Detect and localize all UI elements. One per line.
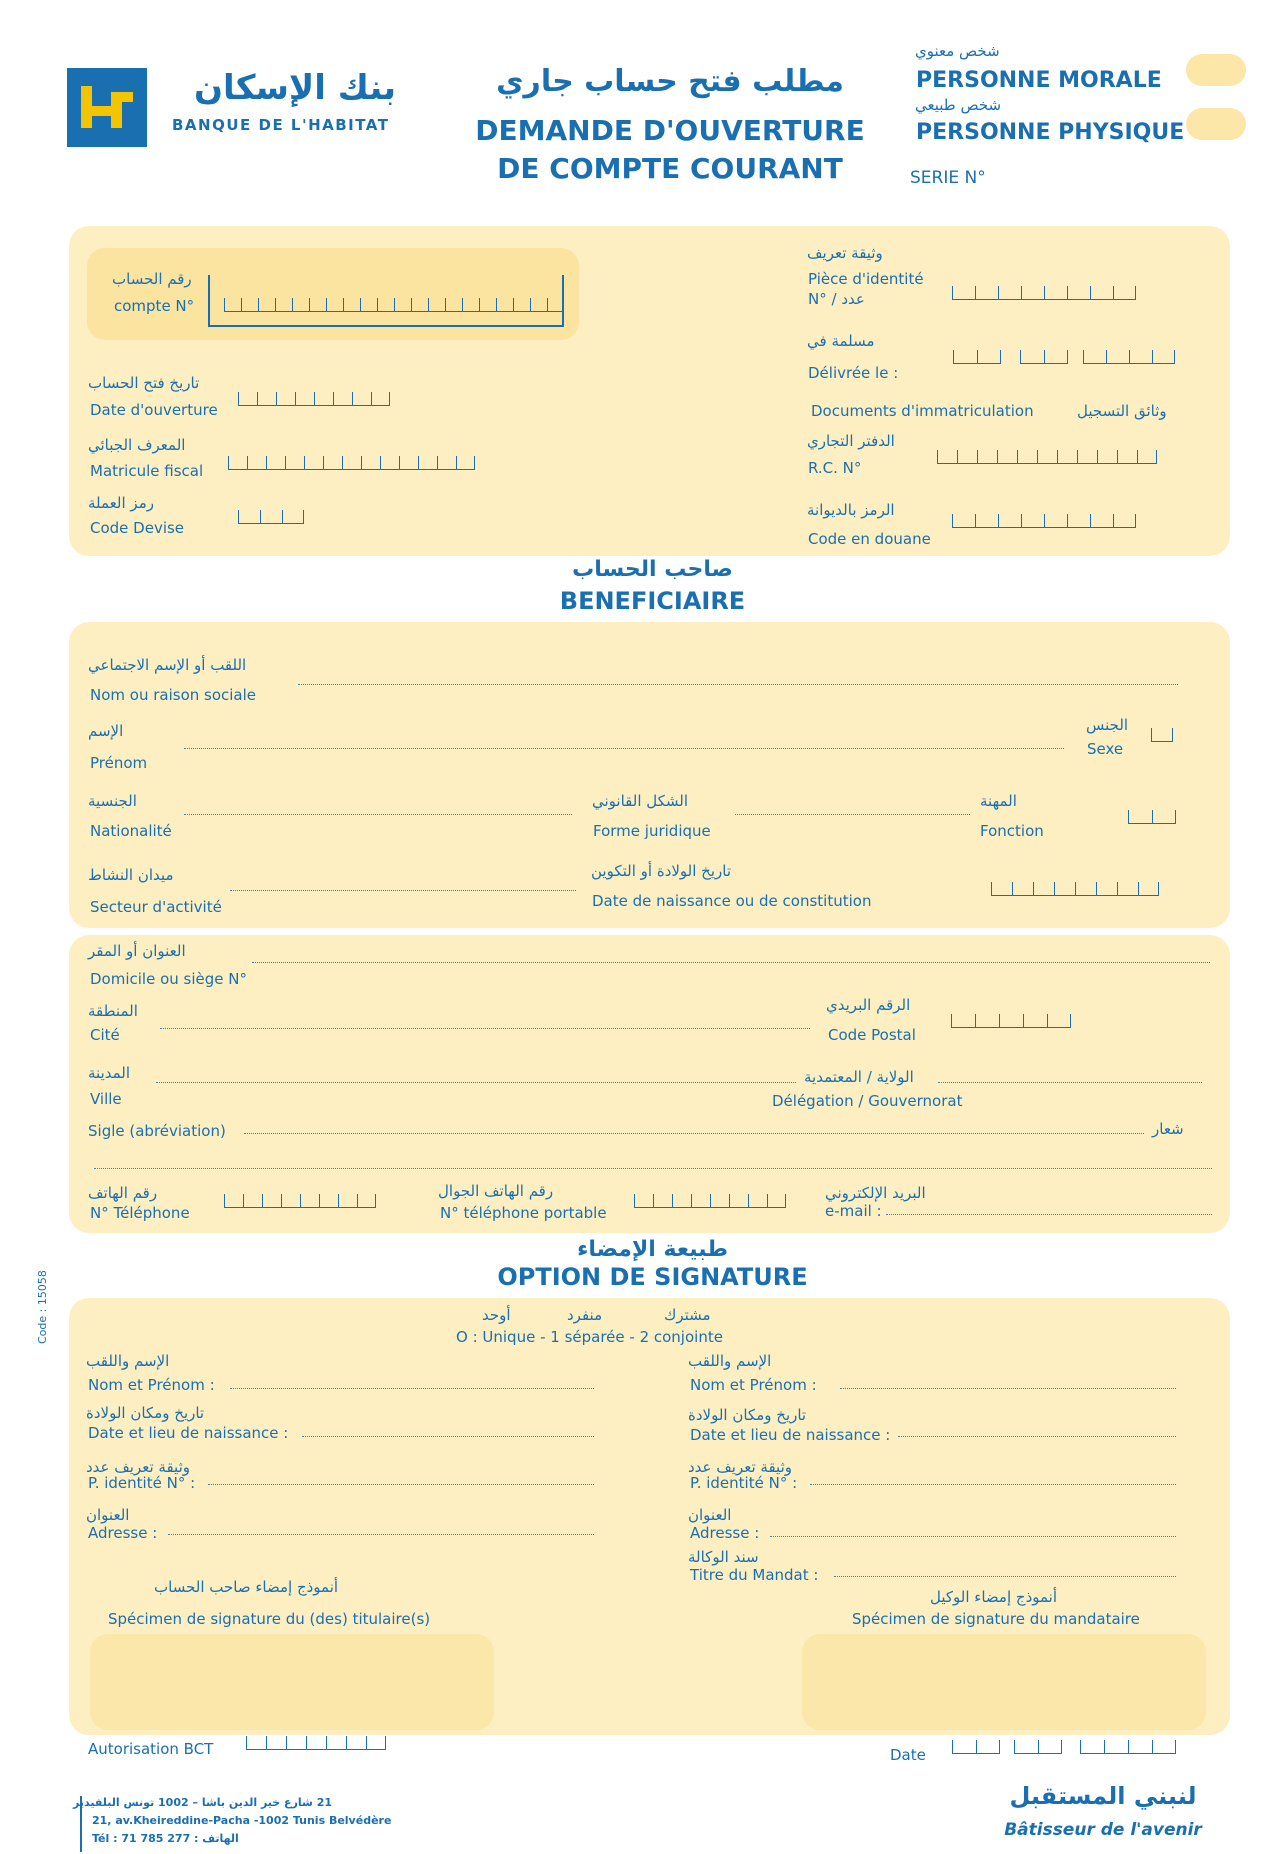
prenom-input[interactable] [184, 748, 1064, 749]
cite-input[interactable] [160, 1028, 810, 1029]
right-nom-ar: الإسم واللقب [688, 1352, 772, 1370]
physique-checkbox[interactable] [1186, 108, 1246, 140]
tel-input[interactable] [224, 1194, 376, 1208]
physique-ar: شخص طبيعي [915, 96, 1002, 114]
spec-tit-ar: أنموذج إمضاء صاحب الحساب [154, 1578, 339, 1596]
docs-ar: وثائق التسجيل [1077, 402, 1167, 420]
piece-no: N° / عدد [808, 290, 865, 308]
right-adr-fr: Adresse : [690, 1524, 760, 1542]
spec-tit-fr: Spécimen de signature du (des) titulaire(s) [108, 1610, 431, 1628]
delivree-fr: Délivrée le : [808, 364, 899, 382]
bank-name-ar: بنك الإسكان [193, 68, 397, 108]
signature-heading-fr: OPTION DE SIGNATURE [497, 1263, 808, 1291]
date-month[interactable] [1014, 1740, 1062, 1754]
bct-label: Autorisation BCT [88, 1740, 214, 1758]
date-label: Date [890, 1746, 926, 1764]
serie-number: SERIE N° [910, 168, 986, 188]
cp-ar: الرقم البريدي [826, 996, 911, 1014]
cite-fr: Cité [90, 1026, 120, 1044]
phone: Tél : 71 785 277 : الهاتف [92, 1832, 239, 1845]
douane-input[interactable] [952, 514, 1136, 528]
ville-ar: المدينة [88, 1064, 131, 1082]
left-nom-ar: الإسم واللقب [86, 1352, 170, 1370]
delivree-ar: مسلمة في [807, 332, 875, 350]
slogan-ar: لنبني المستقبل [1009, 1782, 1197, 1810]
left-naiss-ar: تاريخ ومكان الولادة [86, 1404, 205, 1422]
rc-input[interactable] [937, 450, 1157, 464]
devise-input[interactable] [238, 510, 304, 524]
right-adr-input[interactable] [770, 1536, 1176, 1537]
nationalite-fr: Nationalité [90, 822, 172, 840]
naissance-fr: Date de naissance ou de constitution [592, 892, 872, 910]
left-adr-input[interactable] [168, 1534, 594, 1535]
date-ouverture-ar: تاريخ فتح الحساب [88, 374, 200, 392]
prenom-ar: الإسم [88, 722, 124, 740]
rc-ar: الدفتر التجاري [807, 432, 895, 450]
nom-fr: Nom ou raison sociale [90, 686, 257, 704]
ville-input[interactable] [156, 1082, 796, 1083]
gsm-ar: رقم الهاتف الجوال [438, 1182, 554, 1200]
bank-name-fr: BANQUE DE L'HABITAT [172, 116, 390, 134]
date-ouverture-fr: Date d'ouverture [90, 401, 218, 419]
sexe-fr: Sexe [1087, 740, 1124, 758]
spec-mand-fr: Spécimen de signature du mandataire [852, 1610, 1140, 1628]
gsm-fr: N° téléphone portable [440, 1204, 607, 1222]
left-pid-ar: وثيقة تعريف عدد [86, 1458, 191, 1476]
naissance-input[interactable] [991, 882, 1159, 896]
morale-checkbox[interactable] [1186, 54, 1246, 86]
ville-fr: Ville [90, 1090, 122, 1108]
right-naiss-ar: تاريخ ومكان الولادة [688, 1406, 807, 1424]
spec-mand-ar: أنموذج إمضاء الوكيل [930, 1588, 1058, 1606]
compte-label-fr: compte N° [114, 297, 195, 315]
gouv-fr: Délégation / Gouvernorat [772, 1092, 963, 1110]
naissance-ar: تاريخ الولادة أو التكوين [591, 862, 732, 880]
delivree-year[interactable] [1083, 350, 1175, 364]
delivree-day[interactable] [953, 350, 1001, 364]
domicile-fr: Domicile ou siège N° [90, 970, 247, 988]
left-pid-input[interactable] [208, 1484, 594, 1485]
beneficiaire-heading-fr: BENEFICIAIRE [559, 587, 746, 615]
signature-heading-ar: طبيعة الإمضاء [577, 1237, 728, 1262]
morale-fr: PERSONNE MORALE [916, 68, 1162, 93]
left-adr-fr: Adresse : [88, 1524, 158, 1542]
right-adr-ar: العنوان [688, 1506, 732, 1524]
options-fr: O : Unique - 1 séparée - 2 conjointe [456, 1328, 723, 1346]
devise-ar: رمز العملة [88, 494, 154, 512]
left-naiss-input[interactable] [302, 1436, 594, 1437]
left-pid-fr: P. identité N° : [88, 1474, 196, 1492]
slogan-fr: Bâtisseur de l'avenir [1004, 1820, 1202, 1840]
title-fr-line2: DE COMPTE COURANT [497, 152, 843, 185]
nom-input[interactable] [298, 684, 1178, 685]
nationalite-ar: الجنسية [88, 792, 137, 810]
forme-fr: Forme juridique [593, 822, 711, 840]
bank-logo [67, 68, 147, 147]
mandat-fr: Titre du Mandat : [690, 1566, 819, 1584]
bct-input[interactable] [246, 1736, 386, 1750]
nom-ar: اللقب أو الإسم الاجتماعي [88, 656, 247, 674]
physique-fr: PERSONNE PHYSIQUE [916, 120, 1185, 145]
secteur-ar: ميدان النشاط [88, 866, 174, 884]
forme-input[interactable] [735, 814, 970, 815]
mandat-ar: سند الوكالة [688, 1548, 759, 1566]
gsm-input[interactable] [634, 1194, 786, 1208]
left-adr-ar: العنوان [86, 1506, 130, 1524]
right-nom-fr: Nom et Prénom : [690, 1376, 817, 1394]
right-naiss-fr: Date et lieu de naissance : [690, 1426, 891, 1444]
right-pid-ar: وثيقة تعريف عدد [688, 1458, 793, 1476]
address-ar: 21 شارع خير الدين باشا – 1002 تونس البلفيدير [73, 1796, 332, 1809]
right-pid-input[interactable] [810, 1484, 1176, 1485]
douane-ar: الرمز بالديوانة [807, 501, 895, 519]
secteur-input[interactable] [230, 890, 576, 891]
beneficiaire-heading-ar: صاحب الحساب [572, 557, 733, 582]
sigle-ar: شعار [1152, 1120, 1184, 1138]
prenom-fr: Prénom [90, 754, 148, 772]
sigle-fr: Sigle (abréviation) [88, 1122, 226, 1140]
fonction-fr: Fonction [980, 822, 1044, 840]
rc-fr: R.C. N° [808, 459, 862, 477]
account-number-boxes[interactable] [224, 298, 564, 312]
matricule-fr: Matricule fiscal [90, 462, 204, 480]
devise-fr: Code Devise [90, 519, 185, 537]
docs-fr: Documents d'immatriculation [811, 402, 1034, 420]
matricule-ar: المعرف الجبائي [88, 436, 186, 454]
right-nom-input[interactable] [840, 1388, 1176, 1389]
compte-label-ar: رقم الحساب [112, 270, 192, 288]
domicile-ar: العنوان أو المقر [88, 942, 186, 960]
form-code: Code : 15058 [36, 1270, 49, 1344]
email-fr: e-mail : [825, 1202, 882, 1220]
left-naiss-fr: Date et lieu de naissance : [88, 1424, 289, 1442]
piece-ar: وثيقة تعريف [807, 244, 883, 262]
sexe-input[interactable] [1151, 728, 1173, 742]
sigle-input[interactable] [244, 1133, 1144, 1134]
matricule-input[interactable] [228, 456, 475, 470]
titulaire-signature-box[interactable] [90, 1634, 494, 1730]
gouv-ar: الولاية / المعتمدية [804, 1068, 914, 1086]
mandataire-signature-box[interactable] [802, 1634, 1206, 1730]
email-input[interactable] [886, 1214, 1212, 1215]
date-ouverture-input[interactable] [238, 392, 390, 406]
date-day[interactable] [952, 1740, 1000, 1754]
sigle-line2[interactable] [94, 1168, 1212, 1169]
right-pid-fr: P. identité N° : [690, 1474, 798, 1492]
opt-ar-1: أوحد [482, 1306, 511, 1324]
nationalite-input[interactable] [184, 814, 572, 815]
left-nom-input[interactable] [230, 1388, 594, 1389]
gouv-input[interactable] [938, 1082, 1202, 1083]
morale-ar: شخص معنوي [915, 42, 1000, 60]
date-year[interactable] [1080, 1740, 1176, 1754]
delivree-month[interactable] [1020, 350, 1068, 364]
opt-ar-2: منفرد [567, 1306, 603, 1324]
opt-ar-3: مشترك [664, 1306, 711, 1324]
sexe-ar: الجنس [1086, 716, 1129, 734]
fonction-ar: المهنة [980, 792, 1017, 810]
forme-ar: الشكل القانوني [592, 792, 689, 810]
left-nom-fr: Nom et Prénom : [88, 1376, 215, 1394]
cp-fr: Code Postal [828, 1026, 916, 1044]
secteur-fr: Secteur d'activité [90, 898, 222, 916]
domicile-input[interactable] [252, 962, 1210, 963]
tel-ar: رقم الهاتف [88, 1184, 158, 1202]
address-fr: 21, av.Kheireddine-Pacha -1002 Tunis Belvédère [92, 1814, 392, 1827]
piece-fr: Pièce d'identité [808, 270, 924, 288]
mandat-input[interactable] [834, 1576, 1176, 1577]
fonction-input[interactable] [1128, 810, 1176, 824]
right-naiss-input[interactable] [898, 1436, 1176, 1437]
cite-ar: المنطقة [88, 1002, 138, 1020]
cp-input[interactable] [951, 1014, 1071, 1028]
title-fr-line1: DEMANDE D'OUVERTURE [475, 114, 865, 147]
tel-fr: N° Téléphone [90, 1204, 190, 1222]
email-ar: البريد الإلكتروني [825, 1184, 926, 1202]
piece-input[interactable] [952, 286, 1136, 300]
title-ar: مطلب فتح حساب جاري [496, 64, 844, 99]
douane-fr: Code en douane [808, 530, 931, 548]
